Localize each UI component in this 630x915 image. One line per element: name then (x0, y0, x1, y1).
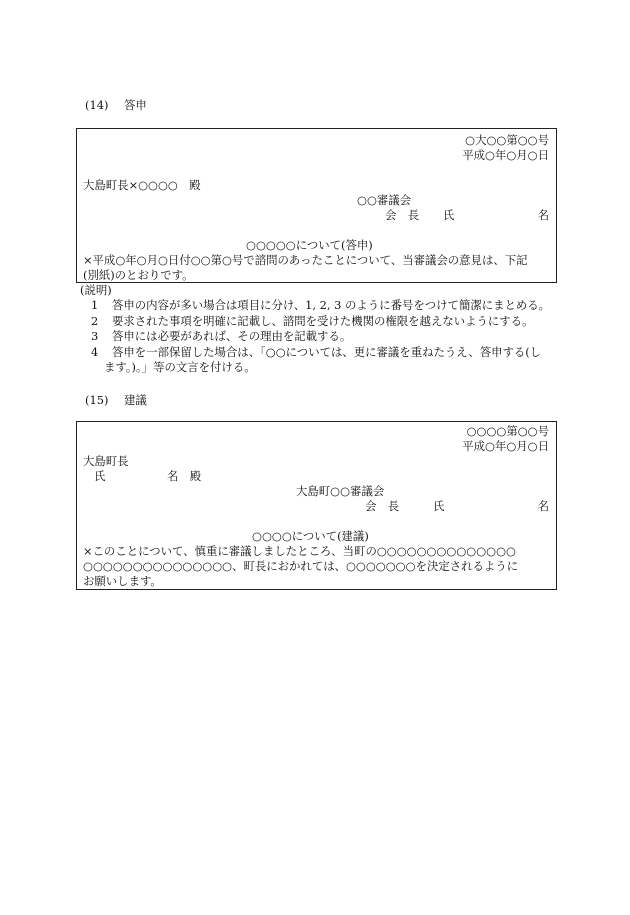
section14-org: ○○審議会 (357, 193, 412, 207)
note-text: 答申を一部保留した場合は、「○○については、更に審議を重ねたうえ、答申する(し (112, 345, 542, 359)
note-number: 1 (91, 298, 99, 312)
note-number: 4 (91, 345, 99, 359)
section15-addressee: 大島町長 (83, 454, 129, 468)
section15-signer-shi: 氏 (433, 499, 445, 513)
section14-date: 平成○年○月○日 (462, 148, 549, 162)
section14-notes-header: (説明) (80, 283, 112, 297)
note-text: 要求された事項を明確に記載し、諮問を受けた機関の権限を越えないようにする。 (112, 314, 534, 328)
section14-signer-title: 会 長 (385, 208, 420, 222)
section15-body-line3: お願いします。 (83, 574, 162, 588)
section15-body-line2: ○○○○○○○○○○○○○○○、町長におかれては、○○○○○○○を決定されるように (83, 559, 519, 573)
note-text: 答申の内容が多い場合は項目に分け、1, 2, 3 のように番号をつけて簡潔にまとめる。 (112, 298, 551, 312)
section15-addressee-shi: 氏 (94, 469, 106, 483)
section14-form-box (76, 128, 557, 283)
section14-body-line1: ×平成○年○月○日付○○第○号で諮問のあったことについて、当審議会の意見は、下記 (83, 253, 528, 267)
section15-addressee-mei: 名 殿 (167, 469, 202, 483)
section14-title: 答申 (124, 98, 147, 112)
section15-doc-number: ○○○○第○○号 (466, 424, 549, 438)
section15-body-line1: ×このことについて、慎重に審議しましたところ、当町の○○○○○○○○○○○○○○ (83, 544, 517, 558)
section15-number: (15) (85, 393, 109, 407)
note-number: 2 (91, 314, 99, 328)
section14-signer-mei: 名 (537, 208, 549, 222)
section15-subject: ○○○○について(建議) (252, 529, 369, 543)
section14-body-line2: (別紙)のとおりです。 (83, 268, 194, 282)
section14-subject: ○○○○○について(答申) (246, 238, 373, 252)
section15-form-box (76, 421, 557, 590)
section14-signer-shi: 氏 (443, 208, 455, 222)
section14-addressee: 大島町長×○○○○ 殿 (83, 178, 201, 192)
section14-doc-number: ○大○○第○○号 (465, 133, 549, 147)
section15-signer-mei: 名 (537, 499, 549, 513)
section15-date: 平成○年○月○日 (462, 439, 549, 453)
note-number: 3 (91, 329, 99, 343)
section14-number: (14) (85, 98, 109, 112)
section15-org: 大島町○○審議会 (296, 484, 385, 498)
note-continuation: ます。)。」等の文言を付ける。 (104, 360, 256, 374)
section15-signer-title: 会 長 (365, 499, 400, 513)
note-text: 答申には必要があれば、その理由を記載する。 (112, 329, 352, 343)
section15-title: 建議 (124, 393, 147, 407)
